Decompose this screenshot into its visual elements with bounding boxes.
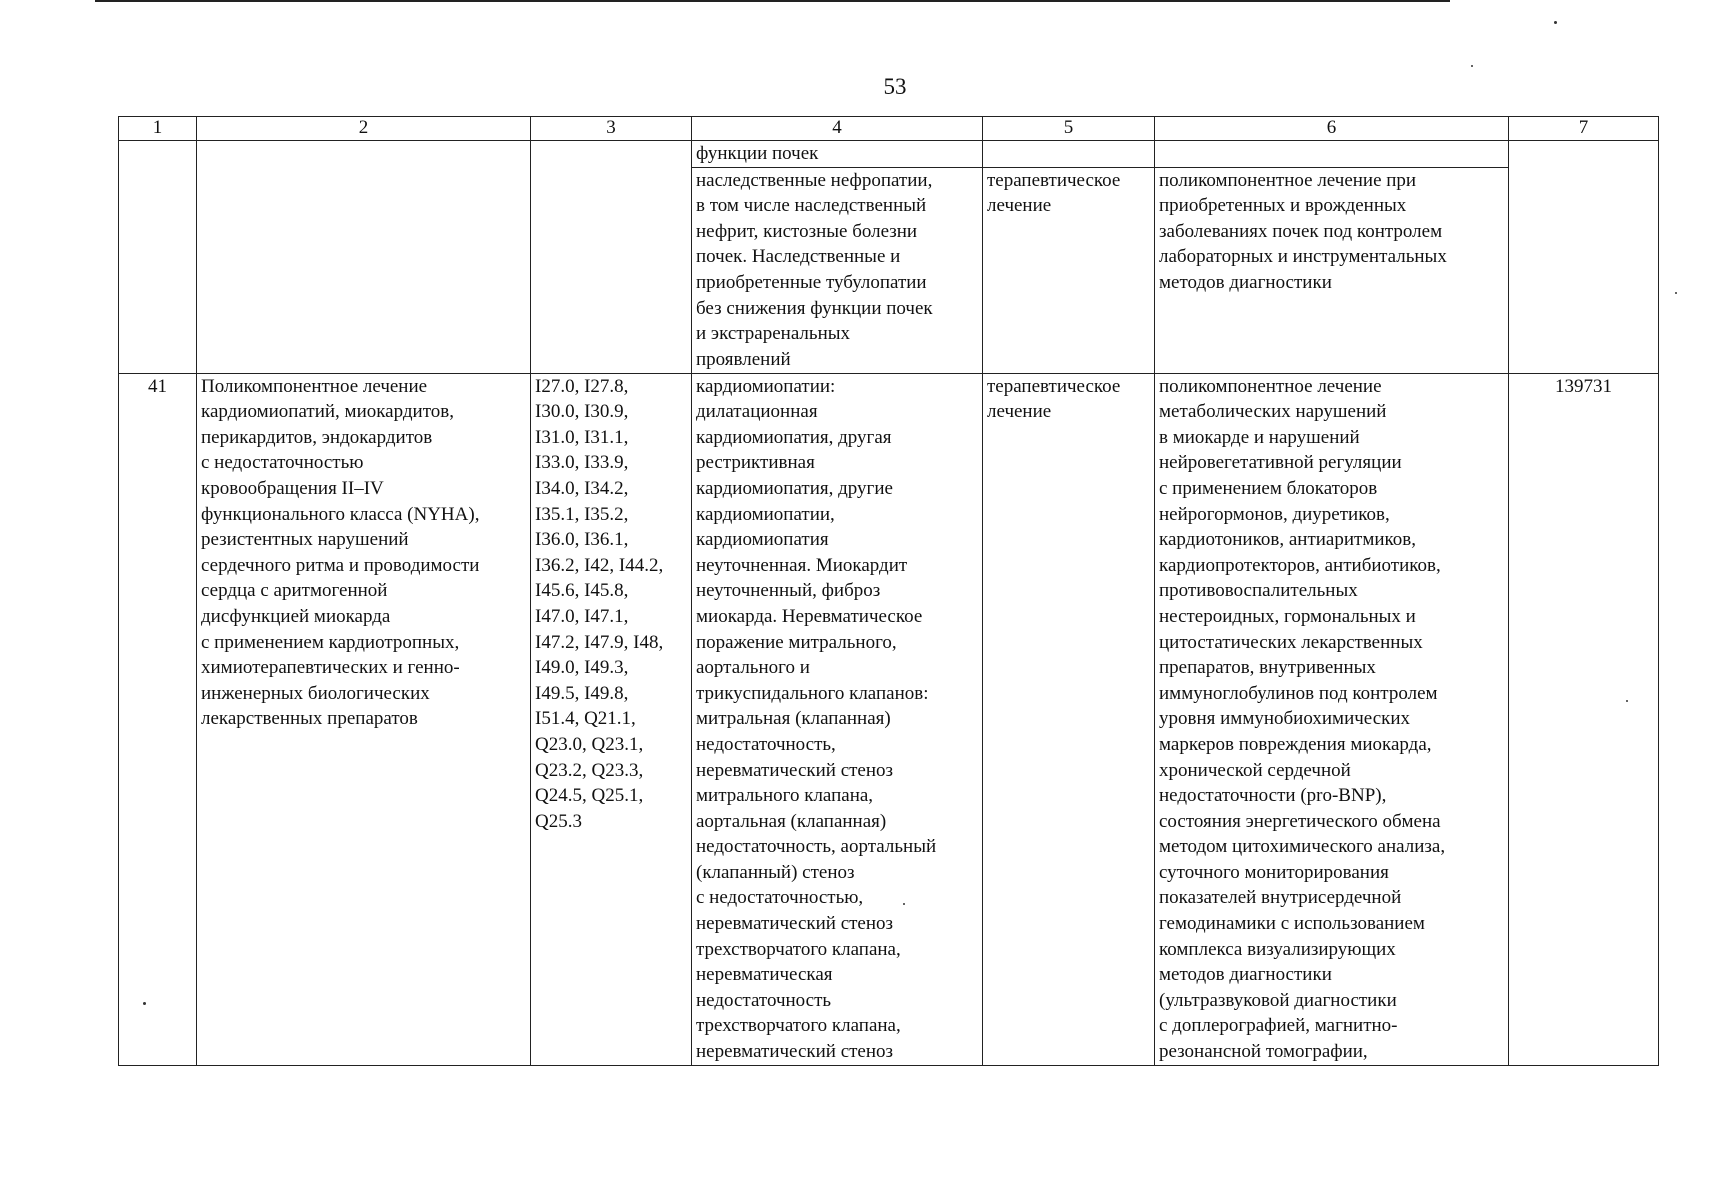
text-line: I47.2, I47.9, I48, bbox=[535, 631, 664, 653]
text-line: I33.0, I33.9, bbox=[535, 452, 629, 474]
row-41-treatment-type bbox=[983, 373, 1155, 1065]
cont-col-4-text bbox=[696, 168, 978, 373]
text-line: маркеров повреждения миокарда, bbox=[1159, 733, 1432, 755]
text-line: лечение bbox=[987, 401, 1052, 423]
text-line: неуточненная. Миокардит bbox=[696, 554, 908, 576]
row-41-col-5-text bbox=[987, 374, 1150, 425]
scan-speck bbox=[903, 903, 905, 905]
text-line: проявлений bbox=[696, 348, 791, 370]
text-line: неуточненный, фиброз bbox=[696, 580, 881, 602]
text-line: аортальная (клапанная) bbox=[696, 810, 887, 832]
text-line: кардиомиопатии: bbox=[696, 375, 836, 397]
text-line: поликомпонентное лечение bbox=[1159, 375, 1382, 397]
text-line: приобретенные тубулопатии bbox=[696, 271, 927, 293]
text-line: Q24.5, Q25.1, bbox=[535, 785, 644, 807]
text-line: сердечного ритма и проводимости bbox=[201, 554, 480, 576]
text-line: терапевтическое bbox=[987, 169, 1121, 191]
header-col-5: 5 bbox=[983, 117, 1155, 141]
text-line: резистентных нарушений bbox=[201, 529, 409, 551]
text-line: нестероидных, гормональных и bbox=[1159, 605, 1416, 627]
text-line: нейрогормонов, диуретиков, bbox=[1159, 503, 1390, 525]
text-line: I36.2, I42, I44.2, bbox=[535, 554, 664, 576]
cont-col-5-text bbox=[987, 168, 1150, 219]
text-line: Q23.0, Q23.1, bbox=[535, 733, 644, 755]
text-line: кардиомиопатия, другие bbox=[696, 477, 893, 499]
text-line: кардиомиопатий, миокардитов, bbox=[201, 401, 454, 423]
text-line: с недостаточностью, bbox=[696, 887, 864, 909]
text-line: I49.5, I49.8, bbox=[535, 682, 629, 704]
text-line: без снижения функции почек bbox=[696, 297, 933, 319]
cont-col-1 bbox=[119, 141, 197, 374]
text-line: кардиомиопатии, bbox=[696, 503, 835, 525]
text-line: кровообращения II–IV bbox=[201, 477, 384, 499]
text-line: методом цитохимического анализа, bbox=[1159, 836, 1446, 858]
text-line: неревматический стеноз bbox=[696, 1041, 894, 1063]
text-line: химиотерапевтических и генно- bbox=[201, 657, 460, 679]
text-line: (клапанный) стеноз bbox=[696, 861, 855, 883]
text-line: комплекса визуализирующих bbox=[1159, 938, 1396, 960]
scan-speck bbox=[143, 1002, 146, 1005]
text-line: нейровегетативной регуляции bbox=[1159, 452, 1402, 474]
text-line: I51.4, Q21.1, bbox=[535, 708, 636, 730]
header-col-3: 3 bbox=[531, 117, 692, 141]
row-41-number: 41 bbox=[119, 373, 197, 1065]
header-col-6: 6 bbox=[1155, 117, 1509, 141]
text-line: неревматический стеноз bbox=[696, 759, 894, 781]
text-line: гемодинамики с использованием bbox=[1159, 913, 1425, 935]
text-line: с применением кардиотропных, bbox=[201, 631, 460, 653]
cont-col-5-top bbox=[983, 141, 1155, 168]
text-line: лабораторных и инструментальных bbox=[1159, 246, 1447, 268]
cont-col-7 bbox=[1509, 141, 1659, 374]
text-line: миокарда. Неревматическое bbox=[696, 605, 923, 627]
text-line: кардиотоников, антиаритмиков, bbox=[1159, 529, 1416, 551]
text-line: лечение bbox=[987, 195, 1052, 217]
text-line: I34.0, I34.2, bbox=[535, 477, 629, 499]
text-line: Поликомпонентное лечение bbox=[201, 375, 428, 397]
text-line: недостаточность, аортальный bbox=[696, 836, 937, 858]
row-41-icd-codes bbox=[531, 373, 692, 1065]
row-41-cost: 139731 bbox=[1509, 373, 1659, 1065]
text-line: нефрит, кистозные болезни bbox=[696, 220, 918, 242]
document-table bbox=[118, 116, 1659, 1066]
text-line: Q25.3 bbox=[535, 810, 582, 832]
page-number: 53 bbox=[883, 74, 907, 99]
text-line: заболеваниях почек под контролем bbox=[1159, 220, 1443, 242]
text-line: с применением блокаторов bbox=[1159, 477, 1378, 499]
cont-col-4 bbox=[692, 167, 983, 373]
header-col-4: 4 bbox=[692, 117, 983, 141]
text-line: дисфункцией миокарда bbox=[201, 605, 391, 627]
header-col-2: 2 bbox=[197, 117, 531, 141]
text-line: I31.0, I31.1, bbox=[535, 426, 629, 448]
text-line: I49.0, I49.3, bbox=[535, 657, 629, 679]
scan-speck bbox=[1626, 700, 1628, 702]
cont-col-5 bbox=[983, 167, 1155, 373]
top-rule bbox=[95, 0, 1450, 2]
cont-col-6-top bbox=[1155, 141, 1509, 168]
text-line: митральная (клапанная) bbox=[696, 708, 891, 730]
text-line: методов диагностики bbox=[1159, 271, 1332, 293]
text-line: в миокарде и нарушений bbox=[1159, 426, 1360, 448]
scan-speck bbox=[1471, 65, 1473, 67]
text-line: методов диагностики bbox=[1159, 964, 1332, 986]
row-41-method bbox=[1155, 373, 1509, 1065]
row-41-diagnoses bbox=[692, 373, 983, 1065]
text-line: противовоспалительных bbox=[1159, 580, 1358, 602]
text-line: показателей внутрисердечной bbox=[1159, 887, 1402, 909]
text-line: лекарственных препаратов bbox=[201, 708, 418, 730]
text-line: митрального клапана, bbox=[696, 785, 874, 807]
text-line: поражение митрального, bbox=[696, 631, 897, 653]
text-line: функционального класса (NYHA), bbox=[201, 503, 480, 525]
text-line: наследственные нефропатии, bbox=[696, 169, 933, 191]
text-line: I36.0, I36.1, bbox=[535, 529, 629, 551]
text-line: недостаточность bbox=[696, 989, 832, 1011]
text-line: I45.6, I45.8, bbox=[535, 580, 629, 602]
text-line: с доплерографией, магнитно- bbox=[1159, 1015, 1398, 1037]
text-line: сердца с аритмогенной bbox=[201, 580, 388, 602]
cont-col-6-text bbox=[1159, 168, 1504, 296]
text-line: I30.0, I30.9, bbox=[535, 401, 629, 423]
text-line: поликомпонентное лечение при bbox=[1159, 169, 1417, 191]
text-line: иммуноглобулинов под контролем bbox=[1159, 682, 1438, 704]
cont-col-4-top: функции почек bbox=[692, 141, 983, 168]
text-line: с недостаточностью bbox=[201, 452, 364, 474]
text-line: терапевтическое bbox=[987, 375, 1121, 397]
cont-col-3 bbox=[531, 141, 692, 374]
row-41-col-6-text bbox=[1159, 374, 1504, 1065]
cont-col-2 bbox=[197, 141, 531, 374]
text-line: кардиопротекторов, антибиотиков, bbox=[1159, 554, 1441, 576]
cont-col-6 bbox=[1155, 167, 1509, 373]
header-row bbox=[119, 117, 1659, 141]
text-line: приобретенных и врожденных bbox=[1159, 195, 1407, 217]
text-line: аортального и bbox=[696, 657, 810, 679]
text-line: перикардитов, эндокардитов bbox=[201, 426, 433, 448]
header-col-7: 7 bbox=[1509, 117, 1659, 141]
header-col-1: 1 bbox=[119, 117, 197, 141]
text-line: трикуспидального клапанов: bbox=[696, 682, 929, 704]
text-line: недостаточности (pro-BNP), bbox=[1159, 785, 1387, 807]
text-line: кардиомиопатия bbox=[696, 529, 829, 551]
text-line: I27.0, I27.8, bbox=[535, 375, 629, 397]
text-line: I47.0, I47.1, bbox=[535, 605, 629, 627]
text-line: Q23.2, Q23.3, bbox=[535, 759, 644, 781]
text-line: дилатационная bbox=[696, 401, 818, 423]
text-line: трехстворчатого клапана, bbox=[696, 938, 901, 960]
text-line: резонансной томографии, bbox=[1159, 1041, 1368, 1063]
row-41-treatment-name bbox=[197, 373, 531, 1065]
text-line: I35.1, I35.2, bbox=[535, 503, 629, 525]
text-line: инженерных биологических bbox=[201, 682, 430, 704]
text-line: в том числе наследственный bbox=[696, 195, 927, 217]
row-41-col-2-text bbox=[201, 374, 526, 732]
text-line: почек. Наследственные и bbox=[696, 246, 901, 268]
text-line: хронической сердечной bbox=[1159, 759, 1351, 781]
text-line: цитостатических лекарственных bbox=[1159, 631, 1423, 653]
text-line: уровня иммунобиохимических bbox=[1159, 708, 1411, 730]
text-line: неревматическая bbox=[696, 964, 833, 986]
text-line: суточного мониторирования bbox=[1159, 861, 1389, 883]
text-line: недостаточность, bbox=[696, 733, 836, 755]
scan-speck bbox=[1554, 21, 1557, 24]
row-41-col-4-text bbox=[696, 374, 978, 1065]
text-line: неревматический стеноз bbox=[696, 913, 894, 935]
row-41 bbox=[119, 373, 1659, 1065]
continuation-row-top bbox=[119, 141, 1659, 168]
scan-speck bbox=[1675, 292, 1677, 294]
text-line: состояния энергетического обмена bbox=[1159, 810, 1441, 832]
row-41-col-3-text bbox=[535, 374, 687, 835]
text-line: препаратов, внутривенных bbox=[1159, 657, 1376, 679]
text-line: рестриктивная bbox=[696, 452, 815, 474]
text-line: трехстворчатого клапана, bbox=[696, 1015, 901, 1037]
text-line: и экстраренальных bbox=[696, 323, 851, 345]
text-line: (ультразвуковой диагностики bbox=[1159, 989, 1397, 1011]
text-line: кардиомиопатия, другая bbox=[696, 426, 892, 448]
text-line: метаболических нарушений bbox=[1159, 401, 1387, 423]
